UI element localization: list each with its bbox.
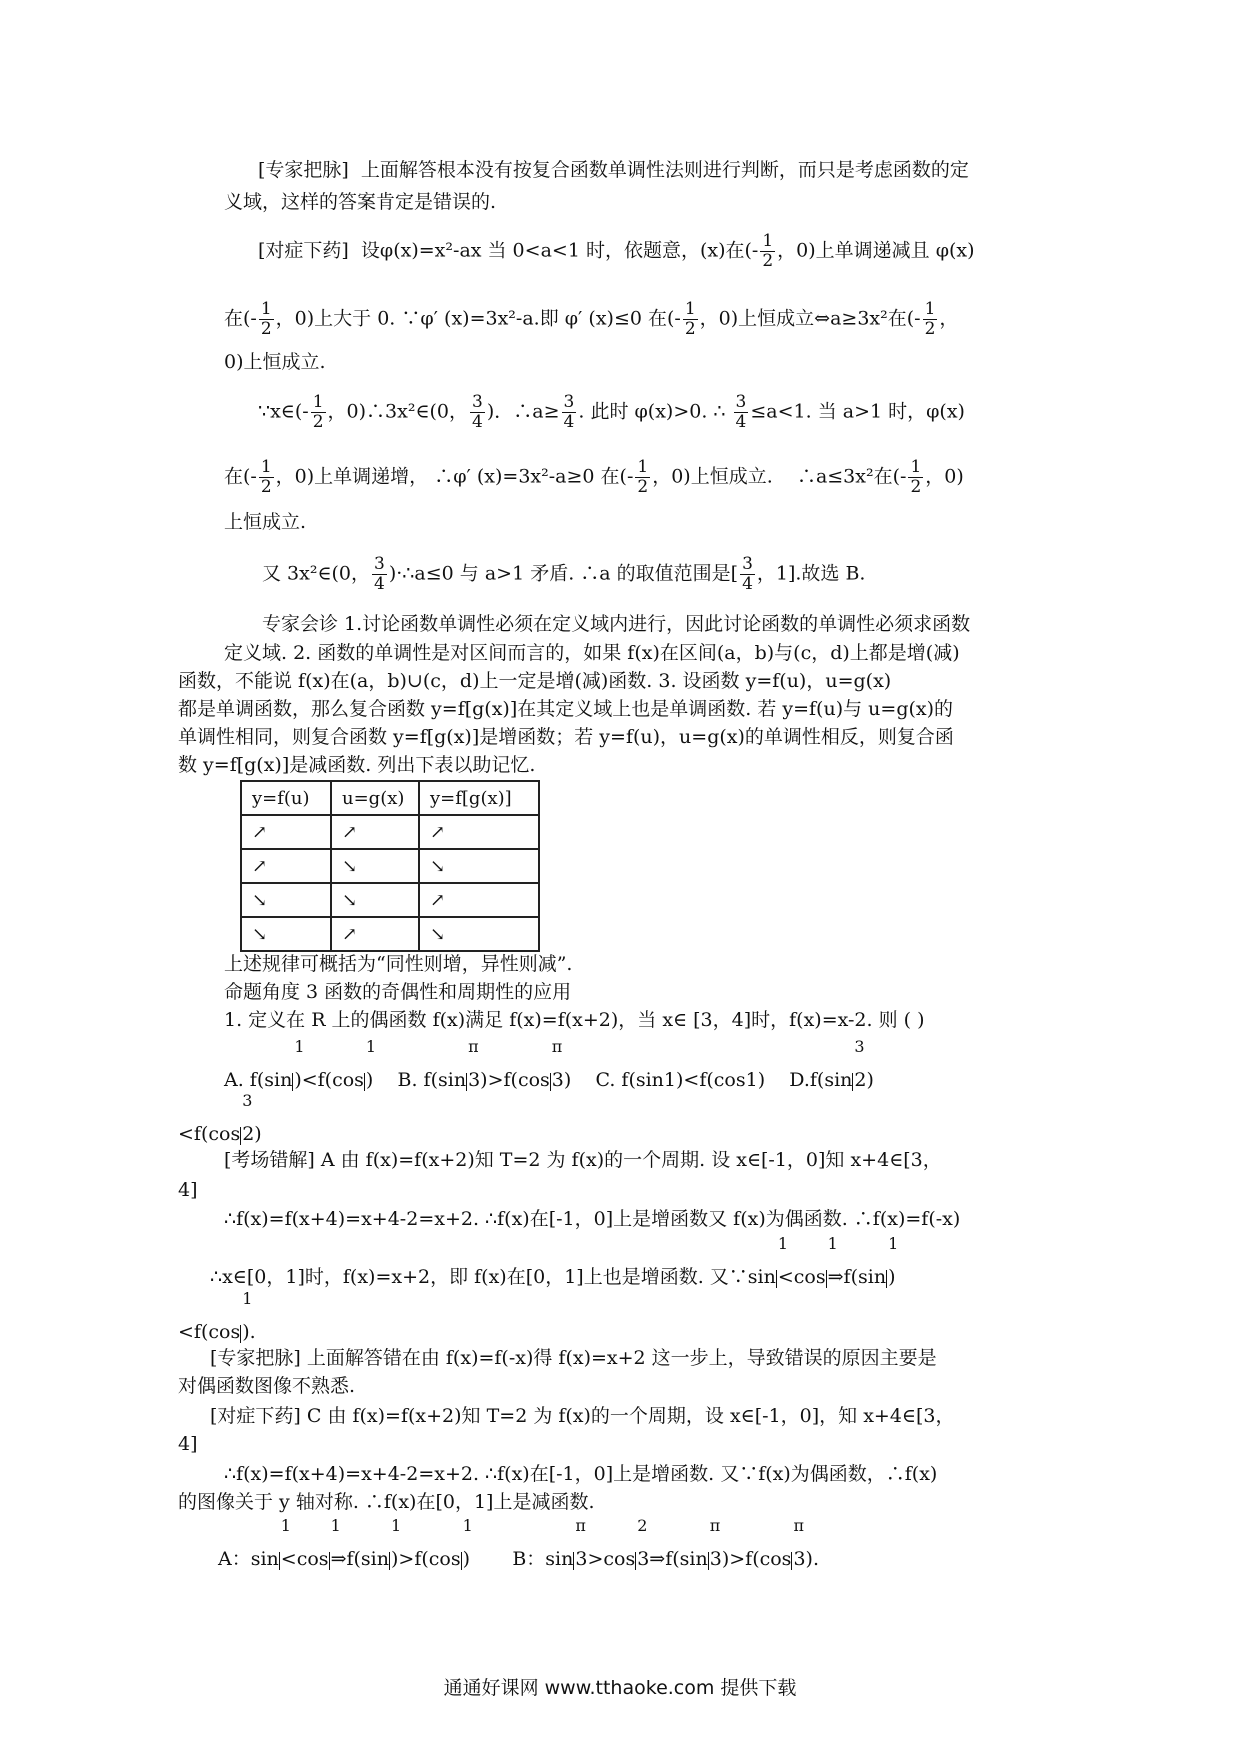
text-run: 数 y=f[g(x)]是减函数. 列出下表以助记忆. <box>178 754 536 776</box>
remedy-line-2 <box>224 300 958 339</box>
text-run: ， <box>939 307 959 330</box>
text-run: 专家会诊 1.讨论函数单调性必须在定义域内进行，因此讨论函数的单调性必须求函数 <box>262 613 971 635</box>
denominator: 2 <box>910 477 922 497</box>
text-run: 设φ(x)=x²-ax 当 0<a<1 时，依题意，(x)在(- <box>360 239 759 262</box>
exponent <box>635 1516 648 1574</box>
expert-diagnosis-line <box>178 667 891 695</box>
tag-label: [专家把脉] <box>258 159 349 181</box>
table-header: y=f(u) <box>241 781 331 815</box>
numerator: 1 <box>260 299 272 319</box>
fraction <box>635 458 650 497</box>
tag-label: [对症下药] <box>258 239 349 262</box>
text-run: )·∴a≤0 与 a>1 矛盾. ∴a 的取值范围是[ <box>388 562 739 585</box>
numerator: 3 <box>374 554 385 574</box>
remedy-line-7 <box>262 555 865 594</box>
exponent <box>550 1037 563 1095</box>
option-c: C. f(sin1)<f(cos1) <box>595 1069 766 1091</box>
text-run: )．∴a≥ <box>486 400 560 423</box>
text-run: ∴x∈[0，1]时，f(x)=x+2，即 f(x)在[0，1]上也是增函数. 又∵sin <box>210 1266 776 1288</box>
exponent-value: 1 <box>294 1037 305 1056</box>
exponent <box>886 1234 899 1292</box>
fraction <box>683 300 698 339</box>
text-run: 在(- <box>224 465 257 488</box>
text-run: 都是单调函数，那么复合函数 y=f[g(x)]在其定义域上也是单调函数. 若 y=f(u)与 u=g(x)的 <box>178 698 954 720</box>
exponent <box>240 1091 253 1149</box>
denominator: 4 <box>472 412 483 432</box>
option-a: A. f(sin <box>224 1069 293 1091</box>
fraction <box>734 393 749 432</box>
text-run: >cos <box>587 1548 636 1570</box>
text-run: A：sin <box>218 1548 279 1570</box>
text-run: )>f(cos <box>391 1548 461 1570</box>
remedy-2-line <box>218 1516 819 1574</box>
exponent-value: π <box>551 1037 563 1056</box>
text-run: 3 <box>468 1069 481 1091</box>
exponent <box>573 1516 586 1574</box>
numerator: 1 <box>684 299 696 319</box>
text-run: [考场错解] A 由 f(x)=f(x+2)知 T=2 为 f(x)的一个周期. 设 x∈[-1，0]知 x+4∈[3， <box>224 1149 942 1171</box>
table-cell: ↘ <box>419 917 539 951</box>
denominator: 2 <box>924 319 936 339</box>
text-run: 3 <box>551 1069 564 1091</box>
text-run: ⇒f(sin <box>330 1548 389 1570</box>
exponent <box>776 1234 789 1292</box>
expert-comment-1 <box>258 156 969 184</box>
fraction <box>259 458 274 497</box>
numerator: 3 <box>742 554 753 574</box>
text-run: )>f(cos <box>480 1069 550 1091</box>
expert-diagnosis-line <box>178 723 954 751</box>
text-run: <cos <box>280 1548 329 1570</box>
text-run: ∵x∈(- <box>258 400 309 423</box>
fraction <box>740 555 755 594</box>
text-run: 2 <box>854 1069 867 1091</box>
exponent <box>292 1037 305 1095</box>
denominator: 2 <box>762 251 774 271</box>
wrong-solution-line <box>178 1176 198 1204</box>
exponent <box>329 1516 341 1574</box>
text-run: ∴f(x)=f(x+4)=x+4-2=x+2. ∴f(x)在[-1，0]上是增函数. 又∵f(x)为偶函数，∴f(x) <box>224 1463 938 1485</box>
exponent <box>852 1037 865 1095</box>
exponent <box>240 1289 253 1347</box>
text-run: <f(cos <box>178 1321 241 1343</box>
text-run: 4] <box>178 1179 198 1201</box>
remedy-line-4 <box>258 393 965 432</box>
denominator: 4 <box>374 574 385 594</box>
numerator: 1 <box>924 299 936 319</box>
exponent <box>364 1037 377 1095</box>
text-run: ，1].故选 B. <box>756 562 866 585</box>
text-run: 函数，不能说 f(x)在(a，b)∪(c，d)上一定是增(减)函数. 3. 设函数 y=f(u)，u=g(x) <box>178 670 892 692</box>
text-run: ). <box>805 1548 819 1570</box>
exponent <box>708 1516 721 1574</box>
denominator: 4 <box>735 412 747 432</box>
exponent <box>826 1234 838 1292</box>
exponent-value: π <box>793 1516 804 1535</box>
numerator: 1 <box>312 392 324 412</box>
remedy-2-line <box>224 1460 937 1488</box>
exponent-value: 1 <box>330 1516 341 1535</box>
text-run: [对症下药] C 由 f(x)=f(x+2)知 T=2 为 f(x)的一个周期，设 x∈[-1，0]，知 x+4∈[3， <box>210 1405 955 1427</box>
remedy-line-1 <box>258 232 975 271</box>
text-run: ，0)上单调递减且 φ(x) <box>777 239 975 262</box>
text-run: ，0)上恒成立. <box>652 465 773 488</box>
table-cell: ↗ <box>241 849 331 883</box>
wrong-solution-line <box>224 1146 942 1174</box>
text-run: [专家把脉] 上面解答错在由 f(x)=f(-x)得 f(x)=x+2 这一步上，导致错误的原因主要是 <box>210 1347 937 1369</box>
expert-comment-2 <box>210 1344 937 1372</box>
numerator: 1 <box>762 231 774 251</box>
fraction <box>372 555 387 594</box>
text-run: ≤a<1. 当 a>1 时，φ(x) <box>750 400 965 423</box>
exponent <box>461 1516 473 1574</box>
denominator: 4 <box>563 412 575 432</box>
text-run: B：sin <box>512 1548 574 1570</box>
text-run: 3 <box>575 1548 588 1570</box>
table-cell: ↗ <box>419 883 539 917</box>
denominator: 2 <box>684 319 696 339</box>
exponent-value: 1 <box>888 1234 899 1253</box>
option-d: D.f(sin <box>789 1069 853 1091</box>
text-run: 1. 定义在 R 上的偶函数 f(x)满足 f(x)=f(x+2)，当 x∈ [3，4]时，f(x)=x-2. 则 ( ) <box>224 1009 925 1031</box>
fraction <box>470 393 485 432</box>
table-cell: ↘ <box>419 849 539 883</box>
fraction <box>923 300 938 339</box>
summary-line <box>224 950 572 978</box>
table-cell: ↗ <box>331 815 419 849</box>
text-run: <f(cos <box>178 1123 241 1145</box>
text-run: )<f(cos <box>294 1069 364 1091</box>
text-run: ，0) <box>925 465 964 488</box>
text-run: 上恒成立. <box>224 511 307 533</box>
exponent-value: 1 <box>242 1289 253 1308</box>
text-run: ⇒f(sin <box>827 1266 887 1288</box>
page-footer: 通通好课网 www.tthaoke.com 提供下载 <box>443 1677 797 1699</box>
remedy-line-6 <box>224 508 306 536</box>
exponent-value: π <box>709 1516 721 1535</box>
paragraph-line <box>224 188 496 216</box>
denominator: 2 <box>312 412 324 432</box>
text-run: 单调性相同，则复合函数 y=f[g(x)]是增函数；若 y=f(u)，u=g(x)的单调性相反，则复合函 <box>178 726 954 748</box>
exponent-value: 1 <box>462 1516 473 1535</box>
text-run: . 此时 φ(x)>0. ∴ <box>578 400 732 423</box>
denominator: 2 <box>637 477 649 497</box>
table-header: y=f[g(x)] <box>419 781 539 815</box>
exponent-value: 3 <box>854 1037 865 1056</box>
text-run: ，0)上大于 0. ∵φ′ (x)=3x²-a.即 φ′ (x)≤0 在(- <box>275 307 681 330</box>
denominator: 2 <box>260 319 272 339</box>
table-cell: ↘ <box>241 883 331 917</box>
table-cell: ↗ <box>419 815 539 849</box>
fraction <box>760 232 775 271</box>
table-cell: ↘ <box>331 883 419 917</box>
text-run: ) <box>462 1548 471 1570</box>
text-run: ). <box>242 1321 256 1343</box>
numerator: 3 <box>735 392 747 412</box>
text-run: ⇒f(sin <box>649 1548 708 1570</box>
text-run: 对偶函数图像不熟悉. <box>178 1375 356 1397</box>
denominator: 2 <box>260 477 272 497</box>
table-header-row <box>241 781 539 815</box>
text-run: 3 <box>709 1548 722 1570</box>
option-b: B. f(sin <box>397 1069 467 1091</box>
exponent-value: 1 <box>777 1234 789 1253</box>
exponent-value: 1 <box>365 1037 377 1056</box>
expert-diagnosis-line <box>224 639 960 667</box>
remedy-line-5 <box>224 458 964 497</box>
exponent-value: 1 <box>280 1516 291 1535</box>
exponent-value: 1 <box>827 1234 838 1253</box>
remedy-2-line <box>210 1402 955 1430</box>
text-run: ) <box>254 1123 262 1145</box>
wrong-solution-line <box>178 1289 256 1347</box>
text-run: 2 <box>242 1123 255 1145</box>
exponent <box>466 1037 479 1095</box>
exponent-value: π <box>468 1037 479 1056</box>
wrong-solution-line <box>210 1234 899 1292</box>
exponent <box>279 1516 291 1574</box>
exponent-value: π <box>575 1516 586 1535</box>
text-run: 定义域. 2. 函数的单调性是对区间而言的，如果 f(x)在区间(a，b)与(c，d)上都是增(减) <box>224 642 960 664</box>
options-line-cont <box>178 1091 262 1149</box>
text-run: 命题角度 3 函数的奇偶性和周期性的应用 <box>224 981 572 1003</box>
wrong-solution-line <box>224 1205 960 1233</box>
text-run: ∴a≤3x²在(- <box>796 465 907 488</box>
expert-comment-2 <box>178 1372 355 1400</box>
text-run: ，0)∴3x²∈(0， <box>327 400 469 423</box>
numerator: 3 <box>472 392 483 412</box>
fraction <box>908 458 923 497</box>
section-heading <box>224 978 571 1006</box>
question-stem <box>224 1006 925 1034</box>
text-run: 上述规律可概括为“同性则增，异性则减”. <box>224 953 573 975</box>
text-run: ，0)上单调递增， ∴φ′ (x)=3x²-a≥0 在(- <box>275 465 634 488</box>
table-row <box>241 883 539 917</box>
fraction <box>311 393 326 432</box>
fraction <box>562 393 577 432</box>
fraction <box>259 300 274 339</box>
table-row <box>241 917 539 951</box>
text-run: 4] <box>178 1433 198 1455</box>
exponent <box>389 1516 402 1574</box>
table-cell: ↘ <box>331 849 419 883</box>
text-run: ∴f(x)=f(x+4)=x+4-2=x+2. ∴f(x)在[-1，0]上是增函数又 f(x)为偶函数. ∴f(x)=f(-x) <box>224 1208 961 1230</box>
paragraph-text: 上面解答根本没有按复合函数单调性法则进行判断，而只是考虑函数的定 <box>360 159 969 181</box>
text-run: 的图像关于 y 轴对称. ∴f(x)在[0，1]上是减函数. <box>178 1491 595 1513</box>
table-cell: ↘ <box>241 917 331 951</box>
text-run: ) <box>365 1069 374 1091</box>
expert-diagnosis-line <box>178 695 953 723</box>
text-run: 3 <box>793 1548 806 1570</box>
text-run: <cos <box>777 1266 826 1288</box>
remedy-2-line <box>178 1430 198 1458</box>
table-cell: ↗ <box>241 815 331 849</box>
remedy-line-3 <box>224 348 326 376</box>
exponent-value: 1 <box>391 1516 402 1535</box>
text-run: 又 3x²∈(0， <box>262 562 371 585</box>
numerator: 1 <box>637 457 649 477</box>
text-run: ) <box>888 1266 896 1288</box>
text-run: ) <box>563 1069 572 1091</box>
numerator: 1 <box>910 457 922 477</box>
remedy-2-line <box>178 1488 595 1516</box>
options-line <box>224 1037 874 1095</box>
table-row <box>241 849 539 883</box>
expert-diagnosis-line <box>262 610 970 638</box>
numerator: 1 <box>260 457 272 477</box>
text-run: ，0)上恒成立⇔a≥3x²在(- <box>699 307 921 330</box>
paragraph-text: 义域，这样的答案肯定是错误的. <box>224 191 497 213</box>
exponent-value: 2 <box>637 1516 648 1535</box>
text-run: 0)上恒成立. <box>224 351 326 373</box>
table-row <box>241 815 539 849</box>
text-run: )>f(cos <box>721 1548 792 1570</box>
exponent <box>791 1516 804 1574</box>
text-run: 3 <box>637 1548 650 1570</box>
numerator: 3 <box>563 392 575 412</box>
expert-diagnosis-line <box>178 751 535 779</box>
text-run: ) <box>866 1069 874 1091</box>
table-header: u=g(x) <box>331 781 419 815</box>
denominator: 4 <box>742 574 753 594</box>
table-cell: ↗ <box>331 917 419 951</box>
monotonicity-table <box>240 780 540 952</box>
text-run: 在(- <box>224 307 257 330</box>
exponent-value: 3 <box>242 1091 253 1110</box>
